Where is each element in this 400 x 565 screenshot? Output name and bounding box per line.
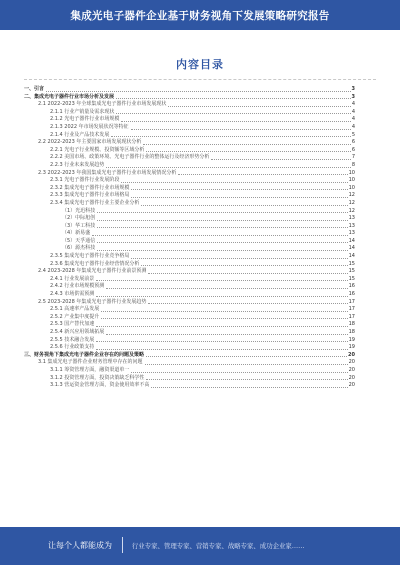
toc-page-number: 19 (348, 336, 355, 343)
toc-entry-text: 2.1.2 光电子器件行业市场规模 (50, 116, 120, 123)
toc-entry[interactable] (24, 275, 355, 283)
toc-page-number: 15 (348, 268, 355, 275)
toc-entry-text: 三、财务视角下集成光电子器件企业存在的问题及策略 (24, 351, 145, 358)
toc-leader-dots (151, 386, 347, 388)
toc-page-number: 4 (351, 123, 355, 130)
page-header (0, 0, 400, 30)
toc-page-number: 15 (348, 260, 355, 267)
toc-entry-text: 3.1.1 筹资管理方面，融资渠道单一 (50, 366, 130, 373)
toc-entry-text: 2.3.1 光电子器件行业发展阶段 (50, 177, 120, 184)
toc-entry-text: 2.3.4 集成光电子器件行业主要企业分析 (50, 199, 140, 206)
toc-leader-dots (46, 90, 351, 92)
toc-entry[interactable] (24, 351, 355, 359)
toc-leader-dots (131, 188, 347, 190)
toc-page-number: 10 (348, 177, 355, 184)
toc-leader-dots (116, 97, 351, 99)
report-title: 集成光电子器件企业基于财务视角下发展策略研究报告 (70, 9, 330, 22)
toc-entry[interactable] (24, 366, 355, 374)
toc-leader-dots (92, 234, 347, 236)
toc-leader-dots (106, 333, 347, 335)
toc-entry[interactable] (24, 237, 355, 245)
toc-leader-dots (97, 226, 347, 228)
toc-entry-text: 2.2 2022-2023 年主要国家市场发展现状分析 (38, 139, 142, 146)
toc-entry[interactable] (24, 138, 355, 146)
toc-page-number: 4 (351, 108, 355, 115)
toc-page-number: 6 (351, 146, 355, 153)
toc-page-number: 20 (348, 382, 355, 389)
toc-entry-text: 2.1 2022-2023 年全球集成光电子器件行业市场发展现状 (38, 101, 167, 108)
toc-page-number: 13 (348, 215, 355, 222)
toc-leader-dots (141, 264, 347, 266)
toc-entry-text: 2.5.5 技术融合发展 (50, 336, 95, 343)
toc-entry[interactable] (24, 358, 355, 366)
toc-leader-dots (106, 287, 347, 289)
toc-entry[interactable] (24, 298, 355, 306)
toc-leader-dots (97, 241, 347, 243)
toc-leader-dots (96, 295, 347, 297)
toc-entry[interactable] (24, 282, 355, 290)
toc-leader-dots (96, 279, 347, 281)
toc-entry-text: 2.1.4 行业及产品技术发展 (50, 131, 110, 138)
toc-entry[interactable] (24, 123, 355, 131)
toc-page-number: 19 (348, 344, 355, 351)
toc-entry-text: 2.3.2 集成光电子器件行业市场规模 (50, 184, 130, 191)
toc-page-number: 17 (348, 306, 355, 313)
toc-page-number: 14 (348, 253, 355, 260)
toc-page-number: 18 (348, 321, 355, 328)
toc-page-number: 13 (348, 222, 355, 229)
toc-entry-text: 2.3.6 集成光电子器件行业经营情况分析 (50, 260, 140, 267)
toc-entry-text: 2.5.1 高速率产品发展 (50, 306, 100, 313)
toc-page-number: 12 (348, 207, 355, 214)
toc-page-number: 3 (351, 86, 355, 92)
toc-leader-dots (146, 355, 347, 357)
toc-leader-dots (141, 204, 347, 206)
toc-entry[interactable] (24, 146, 355, 154)
toc-entry-text: 3.1.3 营运资金管理方面，资金使用效率不高 (50, 382, 150, 389)
toc-leader-dots (96, 325, 347, 327)
toc-entry[interactable] (24, 290, 355, 298)
toc-page-number: 10 (348, 169, 355, 176)
toc-page-number: 20 (348, 374, 355, 381)
toc-entry[interactable] (24, 252, 355, 260)
toc-leader-dots (106, 166, 351, 168)
toc-leader-dots (178, 173, 347, 175)
toc-entry-text: 2.5.6 行业政策支持 (50, 344, 95, 351)
toc-entry-text: 2.4.2 行业市场规模预测 (50, 283, 105, 290)
toc-entry-text: 2.4.3 市场供需预测 (50, 291, 95, 298)
toc-leader-dots (146, 378, 347, 380)
toc-page-number: 16 (348, 283, 355, 290)
toc-entry[interactable] (24, 229, 355, 237)
toc-entry-text: 2.4.1 行业发展前景 (50, 275, 95, 282)
toc-entry-text: 2.4 2023-2028 年集成光电子器件行业前景预测 (38, 268, 147, 275)
toc-entry[interactable] (24, 222, 355, 230)
toc-heading-divider (24, 79, 376, 80)
toc-page-number: 13 (348, 230, 355, 237)
toc-entry[interactable] (24, 305, 355, 313)
toc-page-number: 12 (348, 192, 355, 199)
toc-leader-dots (211, 158, 350, 160)
toc-entry[interactable] (24, 169, 355, 177)
toc-page-number: 15 (348, 275, 355, 282)
toc-page-number: 4 (351, 116, 355, 123)
footer-divider (122, 537, 123, 553)
toc-entry[interactable] (24, 336, 355, 344)
toc-entry[interactable] (24, 260, 355, 268)
footer-tagline: 行业专家、管理专家、营销专家、战略专家、成功企业家…… (132, 542, 305, 550)
toc-entry[interactable] (24, 191, 355, 199)
toc-entry-text: 2.3.3 集成光电子器件行业市场格局 (50, 192, 130, 199)
toc-leader-dots (96, 348, 347, 350)
toc-entry[interactable] (24, 244, 355, 252)
toc-page-number: 4 (351, 101, 355, 108)
toc-entry[interactable] (24, 207, 355, 215)
toc-entry-text: （2）中际旭创 (62, 215, 96, 222)
toc-entry[interactable] (24, 343, 355, 351)
toc-leader-dots (148, 302, 347, 304)
toc-page-number: 16 (348, 291, 355, 298)
toc-entry-text: 2.5.2 产业集中度提升 (50, 313, 100, 320)
toc-entry[interactable] (24, 100, 355, 108)
toc-entry-text: 2.3 2022-2023 年我国集成光电子器件行业市场发展情况分析 (38, 169, 177, 176)
toc-entry-text: 2.1.1 行业产销量及需求现状 (50, 108, 115, 115)
toc-page-number: 5 (351, 131, 355, 138)
toc-entry[interactable] (24, 214, 355, 222)
toc-entry[interactable] (24, 115, 355, 123)
footer-slogan: 让每个人都能成为 (48, 541, 112, 550)
toc-entry-text: （3）华工科技 (62, 222, 96, 229)
toc-entry[interactable] (24, 131, 355, 139)
toc-leader-dots (111, 135, 350, 137)
toc-entry[interactable] (24, 374, 355, 382)
toc-entry[interactable] (24, 161, 355, 169)
toc-leader-dots (143, 143, 350, 145)
toc-page-number: 12 (348, 199, 355, 206)
toc-entry-text: 3.1 集成光电子器件企业财务管理中存在的问题 (38, 359, 143, 366)
toc-leader-dots (116, 112, 350, 114)
toc-leader-dots (131, 371, 347, 373)
toc-entry[interactable] (24, 328, 355, 336)
toc-leader-dots (101, 310, 347, 312)
toc-page-number: 7 (351, 154, 355, 161)
toc-entry-text: （1）光迅科技 (62, 207, 96, 214)
toc-leader-dots (101, 317, 347, 319)
toc-entry[interactable] (24, 199, 355, 207)
toc-entry-text: 2.2.3 行业未来发展趋势 (50, 161, 105, 168)
toc-page-number: 18 (348, 329, 355, 335)
toc-leader-dots (168, 105, 350, 107)
toc-entry[interactable] (24, 184, 355, 192)
toc-leader-dots (121, 181, 347, 183)
toc-leader-dots (145, 363, 348, 365)
toc-page-number: 17 (348, 298, 355, 305)
toc-entry[interactable] (24, 85, 355, 93)
toc-entry[interactable] (24, 267, 355, 275)
toc-page-number: 17 (348, 313, 355, 320)
toc-leader-dots (131, 128, 351, 130)
toc-leader-dots (97, 219, 347, 221)
toc-page-number: 10 (348, 184, 355, 191)
toc-entry-text: 2.2.2 美国市场、政策环境、光电子器件行业的整体运行及经济形势分析 (50, 154, 210, 161)
toc-page-number: 8 (351, 161, 355, 168)
toc-leader-dots (146, 150, 350, 152)
toc-entry-text: 3.1.2 投资管理方面，投资决策缺乏科学性 (50, 374, 145, 381)
toc-entry-text: 一、引言 (24, 86, 45, 92)
toc-entry-text: 2.1.3 2022 年市场发展状况等特征 (50, 123, 129, 130)
toc-entry-text: 2.5 2023-2028 年集成光电子器件行业发展趋势 (38, 298, 147, 305)
toc-entry-text: （4）新易盛 (62, 230, 91, 237)
toc-entry-text: 2.5.3 国产替代加速 (50, 321, 95, 328)
toc-leader-dots (96, 340, 347, 342)
toc-entry-text: 2.5.4 新兴应用领域拓展 (50, 329, 105, 335)
toc-entry[interactable] (24, 108, 355, 116)
toc-entry-text: （6）源杰科技 (62, 245, 96, 252)
toc-page-number: 20 (348, 366, 355, 373)
toc-entry-text: 2.2.1 光电子行业规模、投资额等区域分析 (50, 146, 145, 153)
toc-entry-text: （5）天孚通信 (62, 237, 96, 244)
toc-page-number: 14 (348, 237, 355, 244)
toc-leader-dots (121, 120, 350, 122)
toc-leader-dots (97, 249, 347, 251)
toc-entry[interactable] (24, 381, 355, 389)
toc-entry-text: 2.3.5 集成光电子器件行业竞争格局 (50, 253, 130, 260)
toc-page-number: 20 (348, 359, 355, 366)
toc-page-number: 6 (351, 139, 355, 146)
toc-page-number: 3 (351, 93, 355, 100)
toc-leader-dots (131, 257, 347, 259)
page-footer (0, 527, 400, 565)
toc-page-number: 20 (348, 351, 355, 358)
toc-entry[interactable] (24, 320, 355, 328)
toc-entry-text: 二、集成光电子器件行业市场分析及发展 (24, 93, 115, 100)
toc-heading: 内容目录 (176, 58, 224, 71)
toc-leader-dots (131, 196, 347, 198)
toc-entry[interactable] (24, 93, 355, 101)
toc-entry[interactable] (24, 313, 355, 321)
toc-page-number: 14 (348, 245, 355, 252)
toc-entry[interactable] (24, 153, 355, 161)
toc-entry[interactable] (24, 176, 355, 184)
toc-leader-dots (97, 211, 347, 213)
toc-leader-dots (148, 272, 347, 274)
table-of-contents (24, 85, 355, 389)
